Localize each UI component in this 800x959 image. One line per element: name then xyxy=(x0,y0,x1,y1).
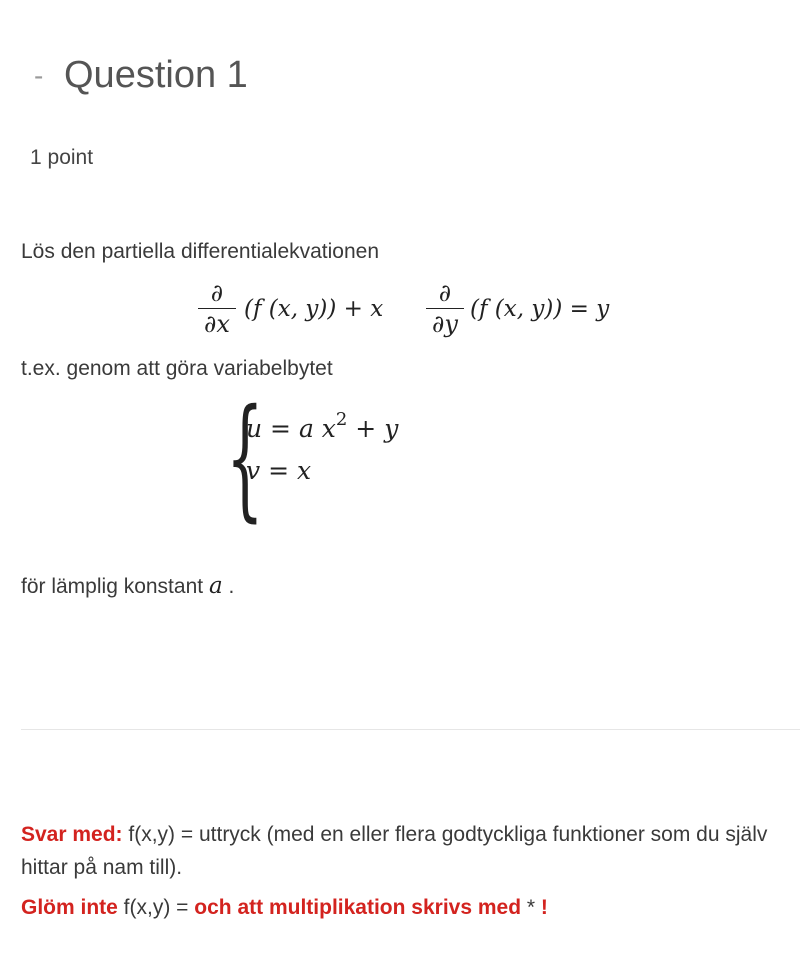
question-header xyxy=(34,54,248,97)
equation-term-2: (f (x, y)) = y xyxy=(470,296,610,322)
reminder-label: Glöm inte xyxy=(21,896,118,919)
fraction-denominator: ∂x xyxy=(204,310,230,338)
system-brace: { xyxy=(226,381,264,535)
reminder-expression: f(x,y) = xyxy=(117,896,195,919)
reminder-bang: ! xyxy=(540,896,548,919)
answer-reminder xyxy=(21,896,548,920)
pde-equation xyxy=(198,280,638,344)
equation-term-1: (f (x, y)) + x xyxy=(244,296,384,322)
fraction-d-dy xyxy=(426,280,464,337)
points-label: 1 point xyxy=(30,146,94,169)
divider xyxy=(21,729,800,730)
reminder-rest: och att multiplikation skrivs med xyxy=(194,896,522,919)
answer-instructions xyxy=(21,818,781,884)
constant-text: för lämplig konstant xyxy=(21,575,204,598)
system-line-1 xyxy=(246,409,398,443)
system-line-1-suffix: + y xyxy=(347,414,399,443)
question-intro: Lös den partiella differentialekvationen xyxy=(21,240,380,263)
answer-text: f(x,y) = uttryck (med en eller flera godtyckliga funktioner som du själv hittar på nam till). xyxy=(21,823,768,879)
fraction-bar xyxy=(426,308,464,309)
constant-symbol: a xyxy=(208,573,223,599)
system-line-1-prefix: u = a x xyxy=(246,414,336,443)
fraction-d-dx xyxy=(198,280,236,337)
constant-sentence xyxy=(21,573,234,599)
fraction-numerator: ∂ xyxy=(438,279,452,307)
question-title: Question 1 xyxy=(64,54,248,96)
system-line-2: v = x xyxy=(246,456,312,485)
answer-label: Svar med: xyxy=(21,823,123,846)
fraction-bar xyxy=(198,308,236,309)
fraction-numerator: ∂ xyxy=(210,279,224,307)
hint-text: t.ex. genom att göra variabelbytet xyxy=(21,357,333,380)
exponent: 2 xyxy=(335,409,348,430)
reminder-star: * xyxy=(521,896,541,919)
fraction-denominator: ∂y xyxy=(432,310,458,338)
collapse-toggle[interactable]: - xyxy=(34,59,44,91)
constant-end: . xyxy=(228,575,235,598)
